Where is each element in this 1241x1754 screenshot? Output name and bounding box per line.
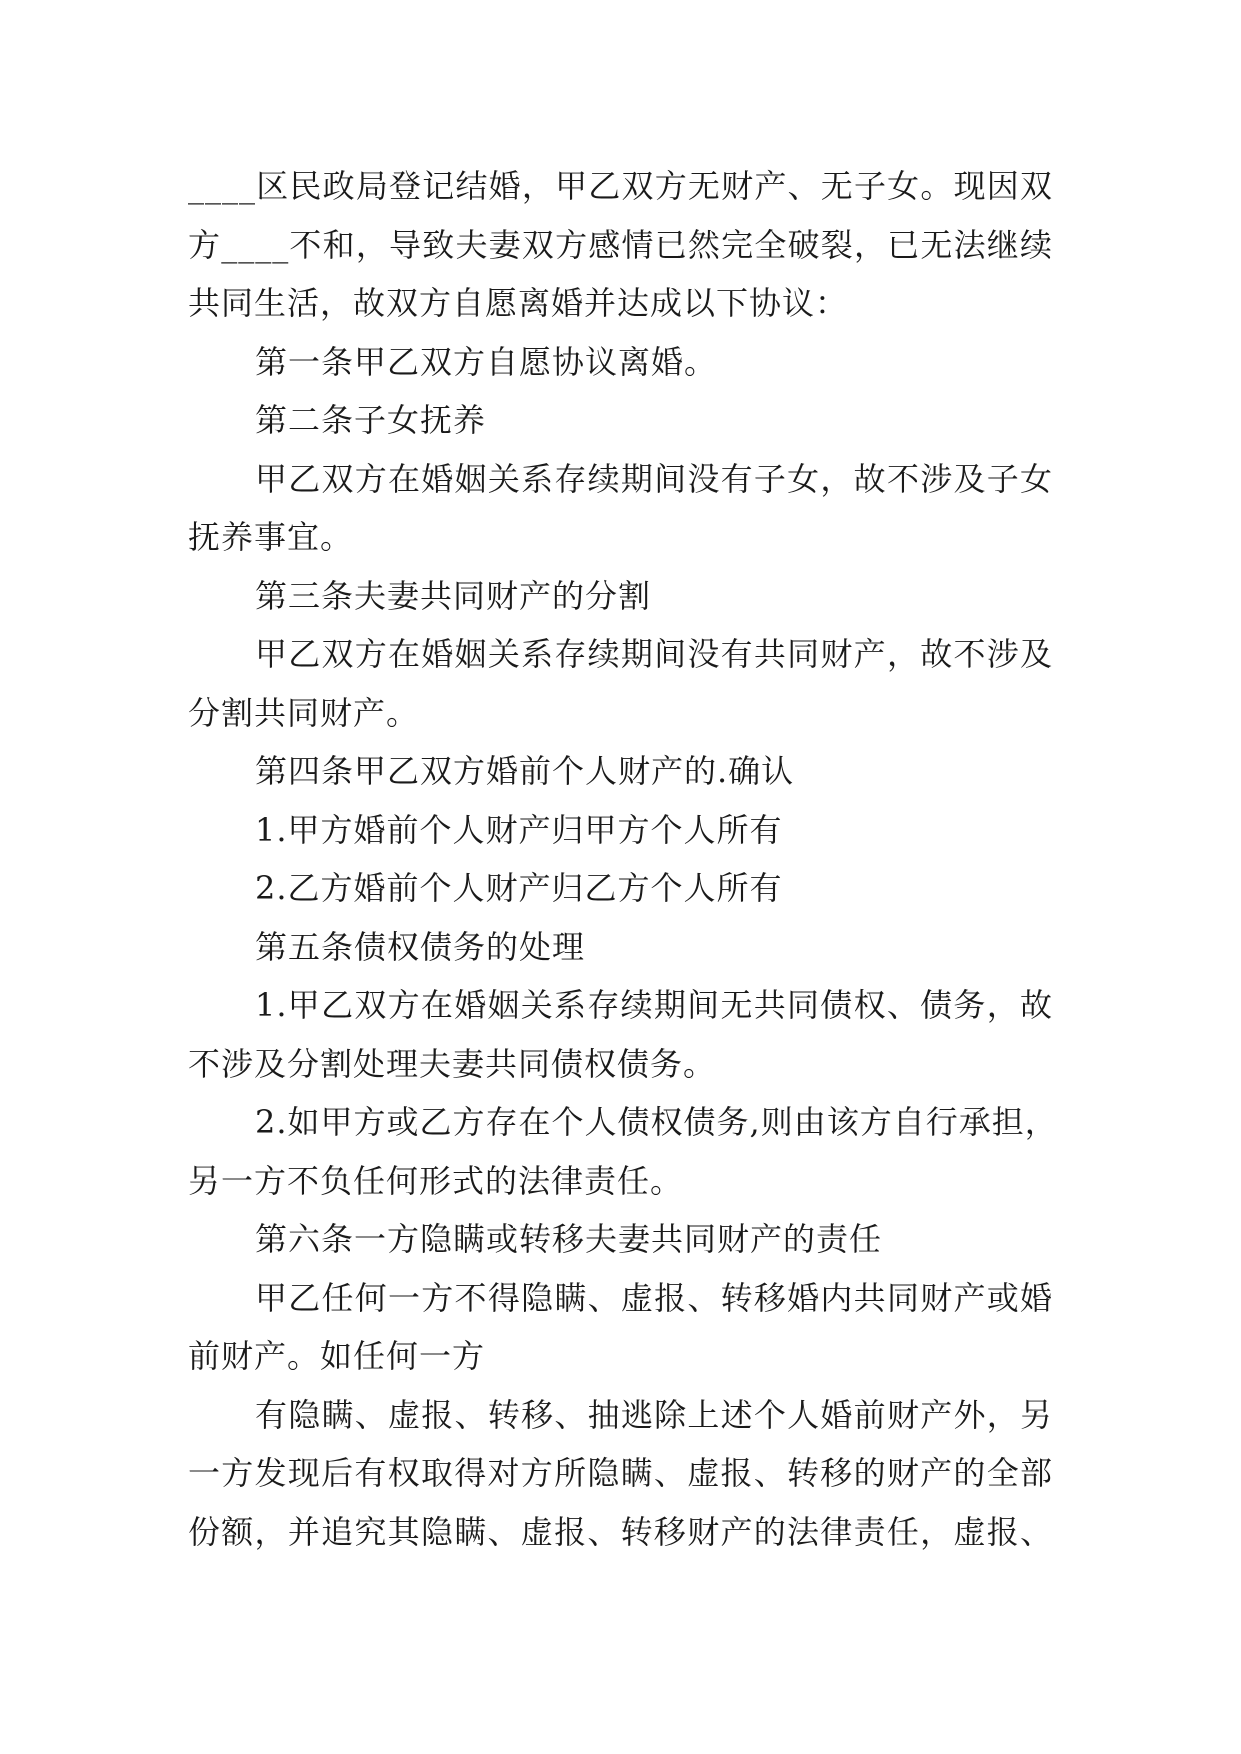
text-line: ____区民政局登记结婚，甲乙双方无财产、无子女。现因双 xyxy=(188,167,1053,205)
document-body xyxy=(188,157,1058,1561)
article-heading: 第三条夫妻共同财产的分割 xyxy=(255,576,652,615)
text-line: 前财产。如任何一方 xyxy=(188,1337,486,1375)
list-item: 2.乙方婚前个人财产归乙方个人所有 xyxy=(255,869,783,907)
text-line: 一方发现后有权取得对方所隐瞒、虚报、转移的财产的全部 xyxy=(188,1454,1053,1492)
text-line: 甲乙双方在婚姻关系存续期间没有共同财产，故不涉及 xyxy=(255,635,1053,673)
article-heading: 第六条一方隐瞒或转移夫妻共同财产的责任 xyxy=(255,1220,883,1258)
article-heading: 第一条甲乙双方自愿协议离婚。 xyxy=(255,342,718,381)
text-line: 分割共同财产。 xyxy=(188,693,420,732)
text-line: 方____不和，导致夫妻双方感情已然完全破裂，已无法继续 xyxy=(188,225,1053,264)
text-line: 有隐瞒、虚报、转移、抽逃除上述个人婚前财产外，另 xyxy=(255,1395,1053,1434)
article-heading: 第二条子女抚养 xyxy=(255,401,487,439)
text-line: 抚养事宜。 xyxy=(188,518,354,556)
text-line: 甲乙任何一方不得隐瞒、虚报、转移婚内共同财产或婚 xyxy=(255,1278,1053,1317)
text-line: 份额，并追究其隐瞒、虚报、转移财产的法律责任，虚报、 xyxy=(188,1512,1053,1551)
list-item: 2.如甲方或乙方存在个人债权债务,则由该方自行承担， xyxy=(255,1103,1058,1141)
text-line: 共同生活，故双方自愿离婚并达成以下协议： xyxy=(188,284,849,322)
article-heading: 第四条甲乙双方婚前个人财产的.确认 xyxy=(255,752,795,790)
text-line: 另一方不负任何形式的法律责任。 xyxy=(188,1161,684,1200)
list-item: 1.甲方婚前个人财产归甲方个人所有 xyxy=(255,810,783,849)
text-line: 甲乙双方在婚姻关系存续期间没有子女，故不涉及子女 xyxy=(255,459,1053,498)
list-item: 1.甲乙双方在婚姻关系存续期间无共同债权、债务，故 xyxy=(255,986,1053,1024)
article-heading: 第五条债权债务的处理 xyxy=(255,927,586,966)
text-line: 不涉及分割处理夫妻共同债权债务。 xyxy=(188,1044,717,1083)
